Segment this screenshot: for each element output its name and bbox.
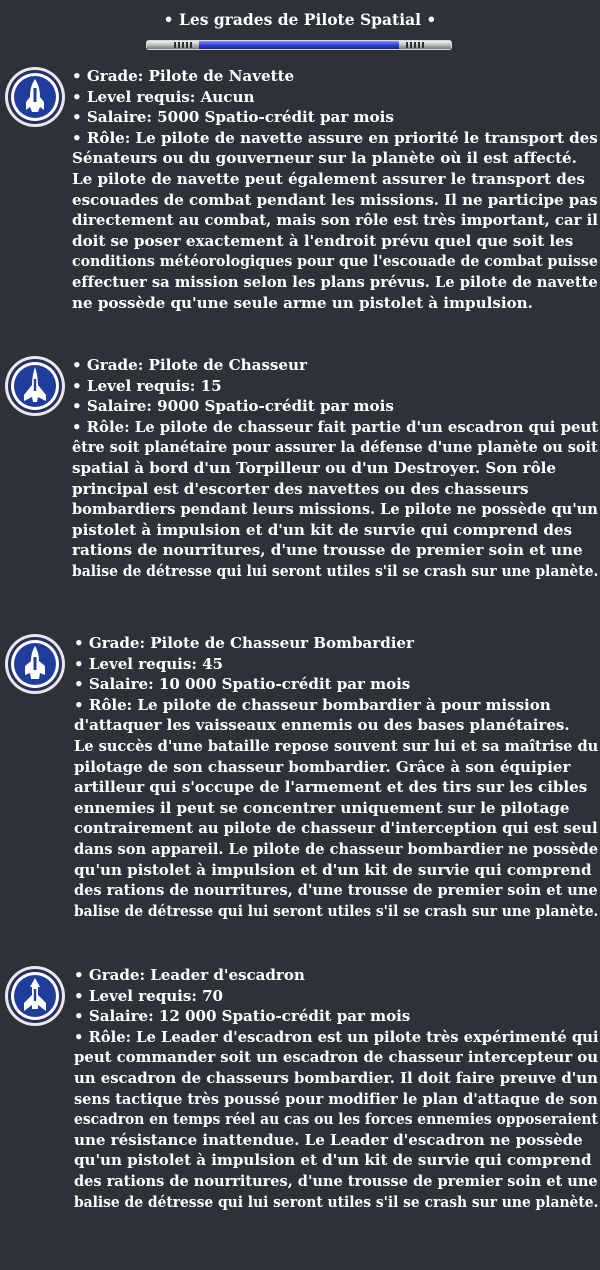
role-line: un escadron de chasseurs bombardier. Il doit faire preuve d'un: [74, 1068, 598, 1087]
role-line: d'attaquer les vaisseaux ennemis ou des bases planétaires.: [74, 716, 570, 735]
role-line: sens tactique très poussé pour modifier le plan d'attaque de son: [74, 1089, 598, 1108]
role-line: Le succès d'une bataille repose souvent sur lui et sa maîtrise du: [74, 736, 599, 755]
grade-label: • Grade: Pilote de Chasseur Bombardier: [74, 634, 414, 652]
role-line: contrairement au pilote de chasseur d'interception qui est seul: [74, 819, 598, 838]
role-line: bombardiers pendant leurs missions. Le pilote ne possède qu'un: [72, 500, 598, 519]
lightsaber-divider: [146, 38, 452, 52]
role-line: balise de détresse qui lui seront utiles s'il se crash sur une planète.: [72, 561, 599, 580]
level-label: • Level requis: 70: [74, 986, 224, 1005]
role-line: des rations de nourritures, d'une trousse de premier soin et une: [74, 881, 598, 900]
role-line: artilleur qui s'occupe de l'armement et des tirs sur les cibles: [74, 778, 588, 797]
shuttle-pilot-icon: [4, 66, 66, 128]
role-line: • Rôle: Le pilote de navette assure en priorité le transport des: [72, 128, 598, 147]
level-label: • Level requis: 15: [72, 376, 222, 395]
level-label: • Level requis: Aucun: [72, 87, 255, 106]
role-line: être soit planétaire pour assurer la défense d'une planète ou soit: [72, 438, 598, 457]
grade-label: • Grade: Pilote de Navette: [72, 67, 295, 85]
salary-label: • Salaire: 12 000 Spatio-crédit par mois: [74, 1007, 411, 1026]
level-label: • Level requis: 45: [74, 654, 224, 673]
role-line: spatial à bord d'un Torpilleur ou d'un Destroyer. Son rôle: [72, 458, 556, 477]
role-line: directement au combat, mais son rôle est très important, car il: [72, 211, 598, 230]
role-line: doit se poser exactement à l'endroit prévu quel que soit les: [72, 231, 574, 250]
fighter-pilot-icon: [4, 355, 66, 417]
role-line: peut commander soit un escadron de chasseur intercepteur ou: [74, 1048, 599, 1067]
role-line: ennemies il peut se concentrer uniquement sur le pilotage: [74, 798, 570, 817]
squadron-leader-icon: [4, 965, 66, 1027]
role-line: dans son appareil. Le pilote de chasseur bombardier ne possède: [74, 839, 598, 858]
role-line: balise de détresse qui lui seront utiles s'il se crash sur une planète.: [74, 901, 599, 920]
role-line: • Rôle: Le Leader d'escadron est un pilote très expérimenté qui: [74, 1027, 599, 1046]
role-line: balise de détresse qui lui seront utiles s'il se crash sur une planète.: [74, 1192, 599, 1211]
role-line: qu'un pistolet à impulsion et d'un kit de survie qui comprend: [74, 1151, 592, 1170]
role-line: pistolet à impulsion et d'un kit de survie qui comprend des: [72, 520, 573, 539]
role-line: une résistance inattendue. Le Leader d'escadron ne possède: [74, 1130, 583, 1149]
role-line: ne possède qu'une seule arme un pistolet à impulsion.: [72, 293, 533, 312]
role-line: principal est d'escorter des navettes ou des chasseurs: [72, 479, 529, 498]
role-line: Sénateurs ou du gouverneur sur la planète où il est affecté.: [72, 149, 577, 168]
salary-label: • Salaire: 5000 Spatio-crédit par mois: [72, 108, 394, 127]
grade-label: • Grade: Leader d'escadron: [74, 966, 305, 984]
role-line: escadron en temps réel au cas ou les forces ennemies opposeraient: [74, 1110, 598, 1129]
grade-label: • Grade: Pilote de Chasseur: [72, 356, 307, 374]
bomber-pilot-icon: [4, 633, 66, 695]
role-line: escouades de combat pendant les missions. Il ne participe pas: [72, 190, 598, 209]
role-line: effectuer sa mission selon les plans prévus. Le pilote de navette: [72, 272, 598, 291]
role-line: • Rôle: Le pilote de chasseur fait partie d'un escadron qui peut: [72, 417, 599, 436]
role-line: rations de nourritures, d'une trousse de premier soin et une: [72, 541, 583, 560]
role-line: conditions météorologiques pour que l'escouade de combat puisse: [72, 252, 598, 271]
role-line: Le pilote de navette peut également assurer le transport des: [72, 169, 585, 188]
role-line: pilotage de son chasseur bombardier. Grâce à son équipier: [74, 757, 571, 776]
salary-label: • Salaire: 9000 Spatio-crédit par mois: [72, 397, 394, 416]
role-line: des rations de nourritures, d'une trousse de premier soin et une: [74, 1171, 598, 1190]
salary-label: • Salaire: 10 000 Spatio-crédit par mois: [74, 675, 411, 694]
page-title: • Les grades de Pilote Spatial •: [163, 10, 437, 29]
role-line: • Rôle: Le pilote de chasseur bombardier à pour mission: [74, 695, 551, 714]
role-line: qu'un pistolet à impulsion et d'un kit de survie qui comprend: [74, 860, 592, 879]
